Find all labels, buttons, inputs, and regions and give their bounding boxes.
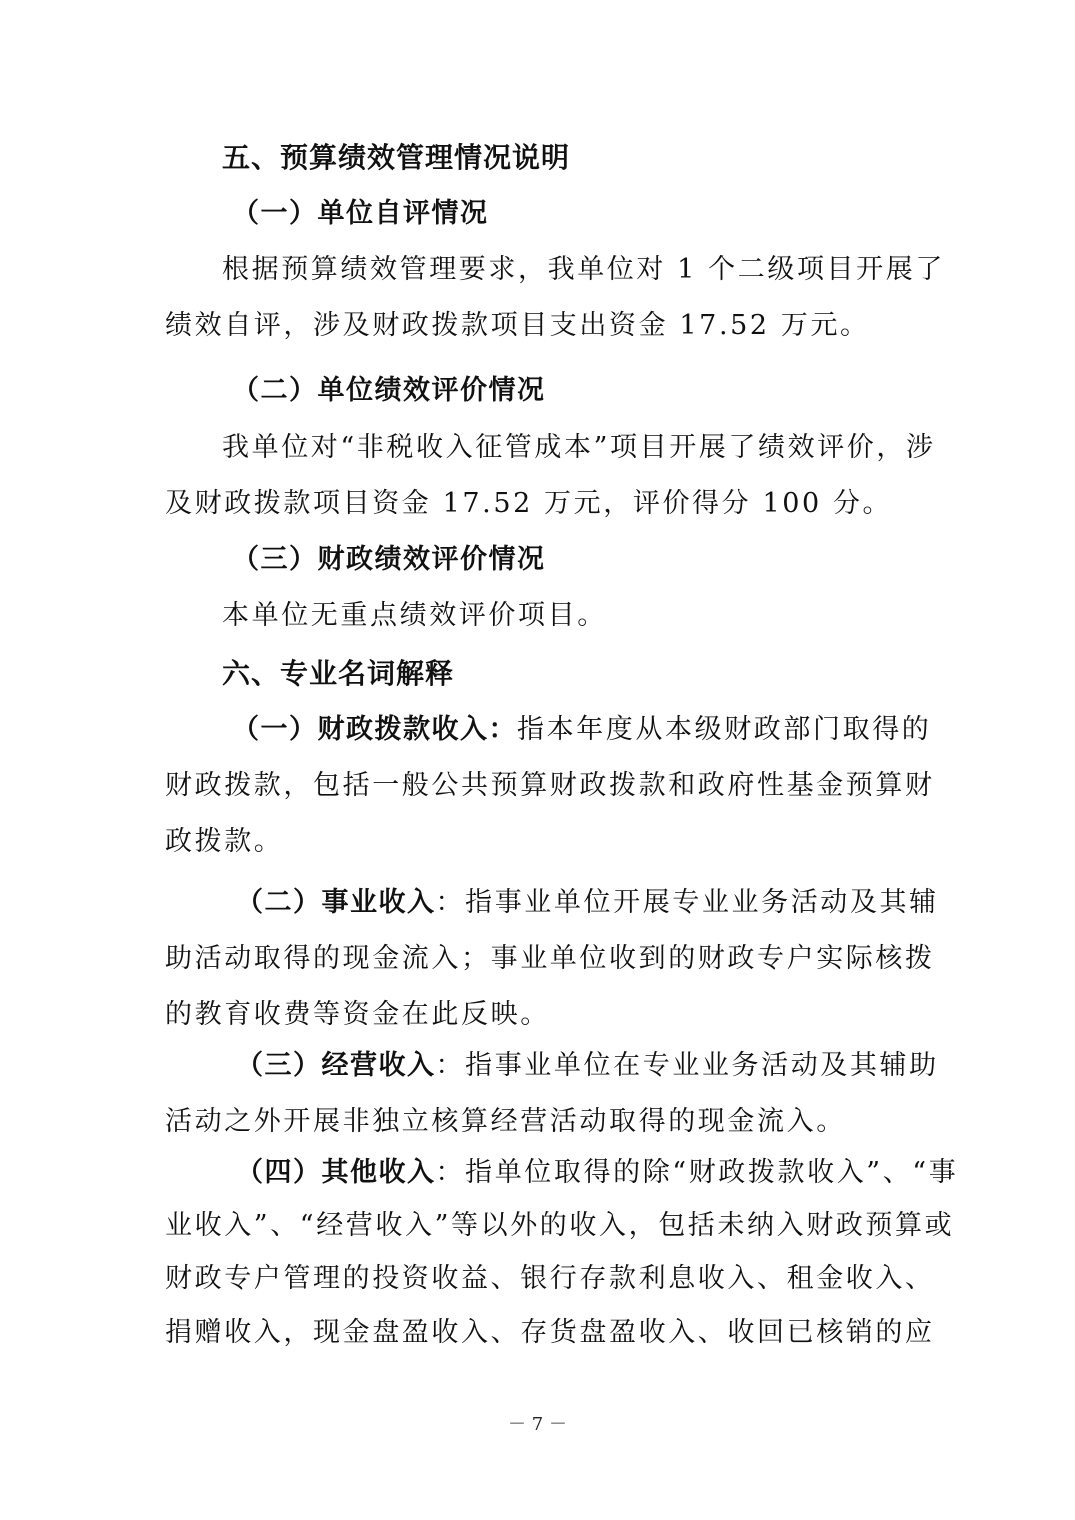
term2-line1 (236, 883, 939, 923)
term2-line3: 的教育收费等资金在此反映。 (165, 999, 550, 1030)
section5-sub2-title: （二）单位绩效评价情况 (232, 375, 546, 406)
term1-line1-text: 指本年度从本级财政部门取得的 (517, 714, 932, 745)
term4-line2: 业收入”、“经营收入”等以外的收入，包括未纳入财政预算或 (165, 1210, 955, 1241)
page-number: － 7 － (508, 1414, 567, 1435)
section5-sub1-title: （一）单位自评情况 (232, 198, 489, 229)
term3-line2: 活动之外开展非独立核算经营活动取得的现金流入。 (165, 1106, 846, 1137)
term4-line4: 捐赠收入，现金盘盈收入、存货盘盈收入、收回已核销的应 (165, 1317, 935, 1348)
section5-sub1-line1: 根据预算绩效管理要求，我单位对 1 个二级项目开展了 (222, 254, 945, 285)
term4-line1-text: ：指单位取得的除“财政拨款收入”、“事 (435, 1157, 959, 1188)
term3-line1 (236, 1046, 939, 1086)
term2-label: （二）事业收入 (236, 887, 436, 918)
section5-sub2-line1: 我单位对“非税收入征管成本”项目开展了绩效评价，涉 (222, 432, 936, 463)
term2-line1-text: ：指事业单位开展专业业务活动及其辅 (435, 887, 939, 918)
section5-heading: 五、预算绩效管理情况说明 (222, 141, 571, 174)
term1-label: （一）财政拨款收入： (232, 714, 517, 745)
term4-line3: 财政专户管理的投资收益、银行存款利息收入、租金收入、 (165, 1263, 935, 1294)
term4-label: （四）其他收入 (236, 1157, 436, 1188)
section5-sub3-line1: 本单位无重点绩效评价项目。 (222, 600, 607, 631)
term1-line2: 财政拨款，包括一般公共预算财政拨款和政府性基金预算财 (165, 770, 935, 801)
term4-line1 (236, 1153, 959, 1193)
term1-line1 (232, 710, 932, 750)
term3-line1-text: ：指事业单位在专业业务活动及其辅助 (435, 1050, 939, 1081)
term3-label: （三）经营收入 (236, 1050, 436, 1081)
term1-line3: 政拨款。 (165, 826, 284, 857)
term2-line2: 助活动取得的现金流入；事业单位收到的财政专户实际核拨 (165, 943, 935, 974)
section5-sub3-title: （三）财政绩效评价情况 (232, 544, 546, 575)
section6-heading: 六、专业名词解释 (222, 657, 455, 690)
section5-sub1-line2: 绩效自评，涉及财政拨款项目支出资金 17.52 万元。 (165, 310, 870, 341)
section5-sub2-line2: 及财政拨款项目资金 17.52 万元，评价得分 100 分。 (165, 488, 893, 519)
